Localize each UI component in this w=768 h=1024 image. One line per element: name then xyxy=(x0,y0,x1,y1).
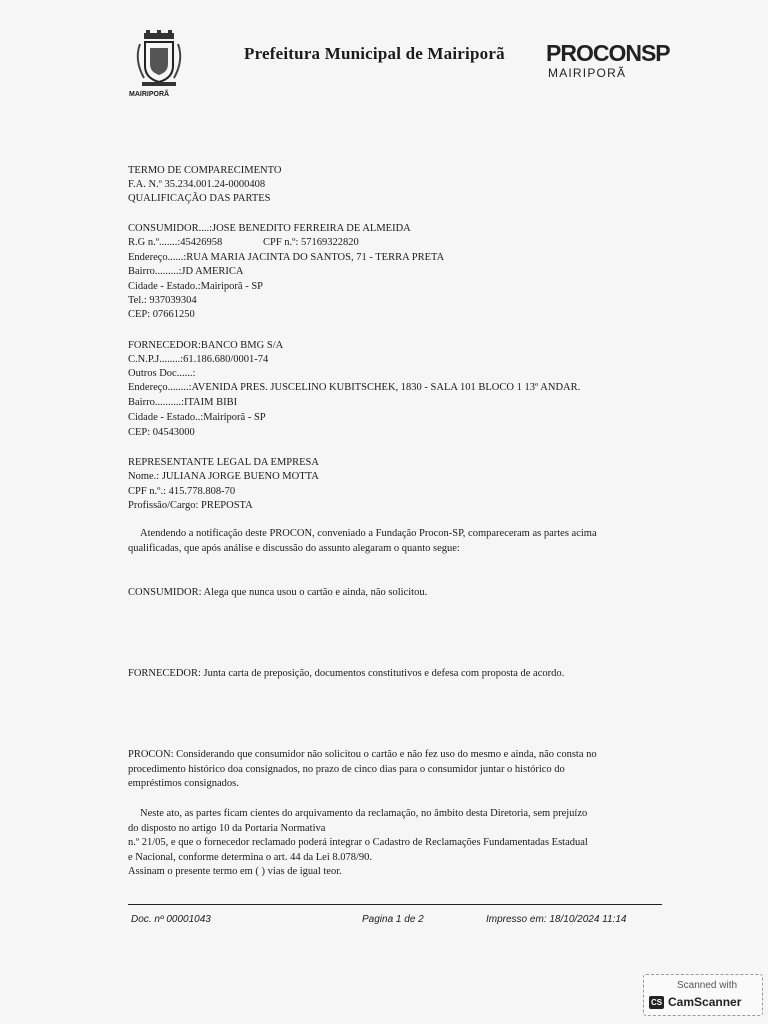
footer-printed-date: Impresso em: 18/10/2024 11:14 xyxy=(486,914,627,925)
supplier-district: Bairro..........:ITAIM BIBI xyxy=(128,397,238,408)
closing-line-4: e Nacional, conforme determina o art. 44 da Lei 8.078/90. xyxy=(128,852,373,863)
consumer-phone: Tel.: 937039304 xyxy=(128,295,197,306)
procon-line-3: empréstimos consignados. xyxy=(128,778,239,789)
camscanner-badge xyxy=(643,974,763,1016)
supplier-city: Cidade - Estado..:Mairiporã - SP xyxy=(128,412,266,423)
procon-line-2: procedimento histórico doa consignados, no prazo de cinco dias para o consumidor juntar o histórico do xyxy=(128,764,565,775)
supplier-cnpj: C.N.P.J........:61.186.680/0001-74 xyxy=(128,354,269,365)
supplier-name: FORNECEDOR:BANCO BMG S/A xyxy=(128,340,284,351)
representative-name: Nome.: JULIANA JORGE BUENO MOTTA xyxy=(128,471,319,482)
consumer-rg: R.G n.º.......:45426958 xyxy=(128,237,223,248)
closing-line-1: Neste ato, as partes ficam cientes do arquivamento da reclamação, no âmbito desta Diretoria, sem prejuízo xyxy=(140,808,588,819)
document-heading: TERMO DE COMPARECIMENTO xyxy=(128,165,282,176)
consumer-cep: CEP: 07661250 xyxy=(128,309,195,320)
consumer-cpf: CPF n.º: 57169322820 xyxy=(263,237,359,248)
procon-city: MAIRIPORÃ xyxy=(548,66,627,80)
supplier-other-docs: Outros Doc......: xyxy=(128,368,196,379)
crest-emblem-icon xyxy=(130,30,188,90)
representative-cpf: CPF n.º.: 415.778.808-70 xyxy=(128,486,236,497)
representative-role: Profissão/Cargo: PREPOSTA xyxy=(128,500,253,511)
camscanner-name: CamScanner xyxy=(668,995,742,1009)
closing-line-3: n.º 21/05, e que o fornecedor reclamado poderá integrar o Cadastro de Reclamações Fundamentadas Estadual xyxy=(128,837,588,848)
supplier-cep: CEP: 04543000 xyxy=(128,427,195,438)
scanned-with-label: Scanned with xyxy=(677,980,738,991)
footer-divider xyxy=(128,904,662,905)
consumer-address: Endereço......:RUA MARIA JACINTA DO SANTOS, 71 - TERRA PRETA xyxy=(128,252,445,263)
closing-line-5: Assinam o presente termo em ( ) vias de igual teor. xyxy=(128,866,342,877)
supplier-claim: FORNECEDOR: Junta carta de preposição, documentos constitutivos e defesa com proposta de acordo. xyxy=(128,668,565,679)
representative-heading: REPRESENTANTE LEGAL DA EMPRESA xyxy=(128,457,319,468)
city-crest xyxy=(130,30,188,90)
consumer-city: Cidade - Estado.:Mairiporã - SP xyxy=(128,281,264,292)
closing-line-2: do disposto no artigo 10 da Portaria Normativa xyxy=(128,823,326,834)
header-title: Prefeitura Municipal de Mairiporã xyxy=(244,44,505,63)
fa-number: F.A. N.º 35.234.001.24-0000408 xyxy=(128,179,266,190)
consumer-claim: CONSUMIDOR: Alega que nunca usou o cartão e ainda, não solicitou. xyxy=(128,587,428,598)
qualification-heading: QUALIFICAÇÃO DAS PARTES xyxy=(128,193,271,204)
procon-line-1: PROCON: Considerando que consumidor não solicitou o cartão e não fez uso do mesmo e ainda, não consta no xyxy=(128,749,597,760)
consumer-name: CONSUMIDOR....:JOSE BENEDITO FERREIRA DE ALMEIDA xyxy=(128,223,411,234)
footer-doc-number: Doc. nº 00001043 xyxy=(131,914,211,925)
footer-page: Pagina 1 de 2 xyxy=(362,914,424,925)
crest-label: MAIRIPORÃ xyxy=(129,91,170,98)
consumer-district: Bairro.........:JD AMERICA xyxy=(128,266,244,277)
intro-line-2: qualificadas, que após análise e discussão do assunto alegaram o quanto segue: xyxy=(128,543,460,554)
camscanner-logo-icon: CS xyxy=(650,998,663,1007)
procon-logo: PROCONSP xyxy=(546,40,670,66)
intro-line-1: Atendendo a notificação deste PROCON, conveniado a Fundação Procon-SP, compareceram as partes acima xyxy=(140,528,597,539)
supplier-address: Endereço........:AVENIDA PRES. JUSCELINO KUBITSCHEK, 1830 - SALA 101 BLOCO 1 13º ANDAR. xyxy=(128,382,581,393)
